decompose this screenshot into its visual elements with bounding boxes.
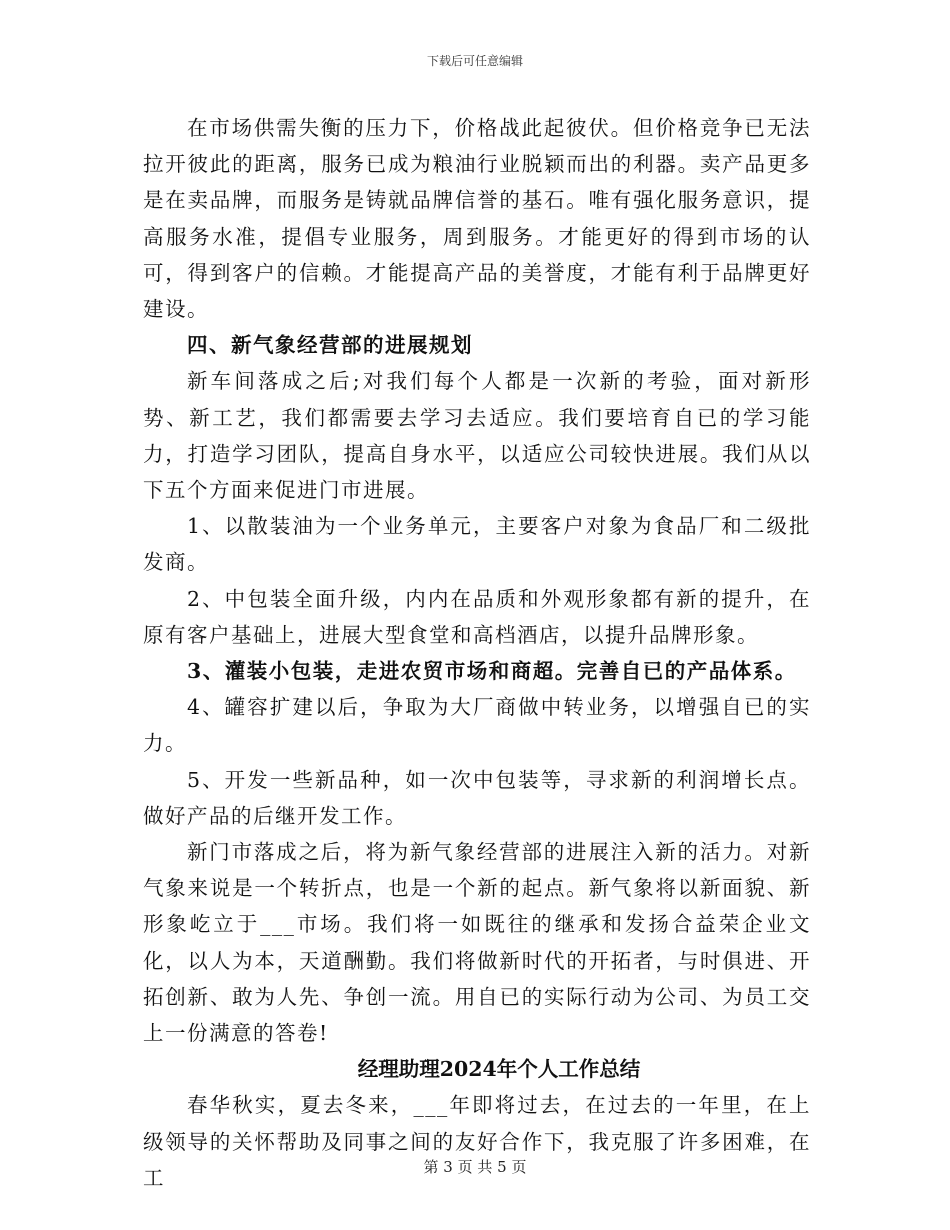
paragraph-summary-intro: 春华秋实，夏去冬来，___年即将过去，在过去的一年里，在上级领导的关怀帮助及同事之间的友好合作下，我克服了许多困难，在工: [143, 1093, 811, 1190]
paragraph-service: 在市场供需失衡的压力下，价格战此起彼伏。但价格竞争已无法拉开彼此的距离，服务已成为粮油行业脱颖而出的利器。卖产品更多是在卖品牌，而服务是铸就品牌信誉的基石。唯有强化服务意识，提高服务水准，提倡专业服务，周到服务。才能更好的得到市场的认可，得到客户的信赖。才能提高产品的美誉度，才能有利于品牌更好建设。: [143, 116, 811, 322]
section-title: 经理助理2024年个人工作总结: [357, 1057, 641, 1082]
list-item-5: 5、开发一些新品种，如一次中包装等，寻求新的利润增长点。做好产品的后继开发工作。: [143, 767, 811, 828]
heading-development-plan: 四、新气象经营部的进展规划: [187, 333, 473, 358]
paragraph-new-store: 新门市落成之后，将为新气象经营部的进展注入新的活力。对新气象来说是一个转折点，也是一个新的起点。新气象将以新面貌、新形象屹立于___市场。我们将一如既往的继承和发扬合益荣企业文化，以人为本，天道酬勤。我们将做新时代的开拓者，与时俱进、开拓创新、敢为人先、争创一流。用自已的实际行动为公司、为员工交上一份满意的答卷!: [143, 840, 811, 1046]
list-item-2: 2、中包装全面升级，内内在品质和外观形象都有新的提升，在原有客户基础上，进展大型食堂和高档酒店，以提升品牌形象。: [143, 586, 811, 647]
list-item-3: 3、灌装小包装，走进农贸市场和商超。完善自已的产品体系。: [187, 659, 797, 684]
document-body: [143, 110, 811, 1196]
paragraph-new-workshop: 新车间落成之后;对我们每个人都是一次新的考验，面对新形势、新工艺，我们都需要去学习去适应。我们要培育自已的学习能力，打造学习团队，提高自身水平，以适应公司较快进展。我们从以下五个方面来促进门市进展。: [143, 369, 811, 503]
page-header: 下载后可任意编辑: [426, 54, 523, 68]
list-item-4: 4、罐容扩建以后，争取为大厂商做中转业务，以增强自已的实力。: [143, 695, 811, 756]
list-item-1: 1、以散装油为一个业务单元，主要客户对象为食品厂和二级批发商。: [143, 514, 811, 575]
page-footer: 第 3 页 共 5 页: [423, 1158, 527, 1176]
